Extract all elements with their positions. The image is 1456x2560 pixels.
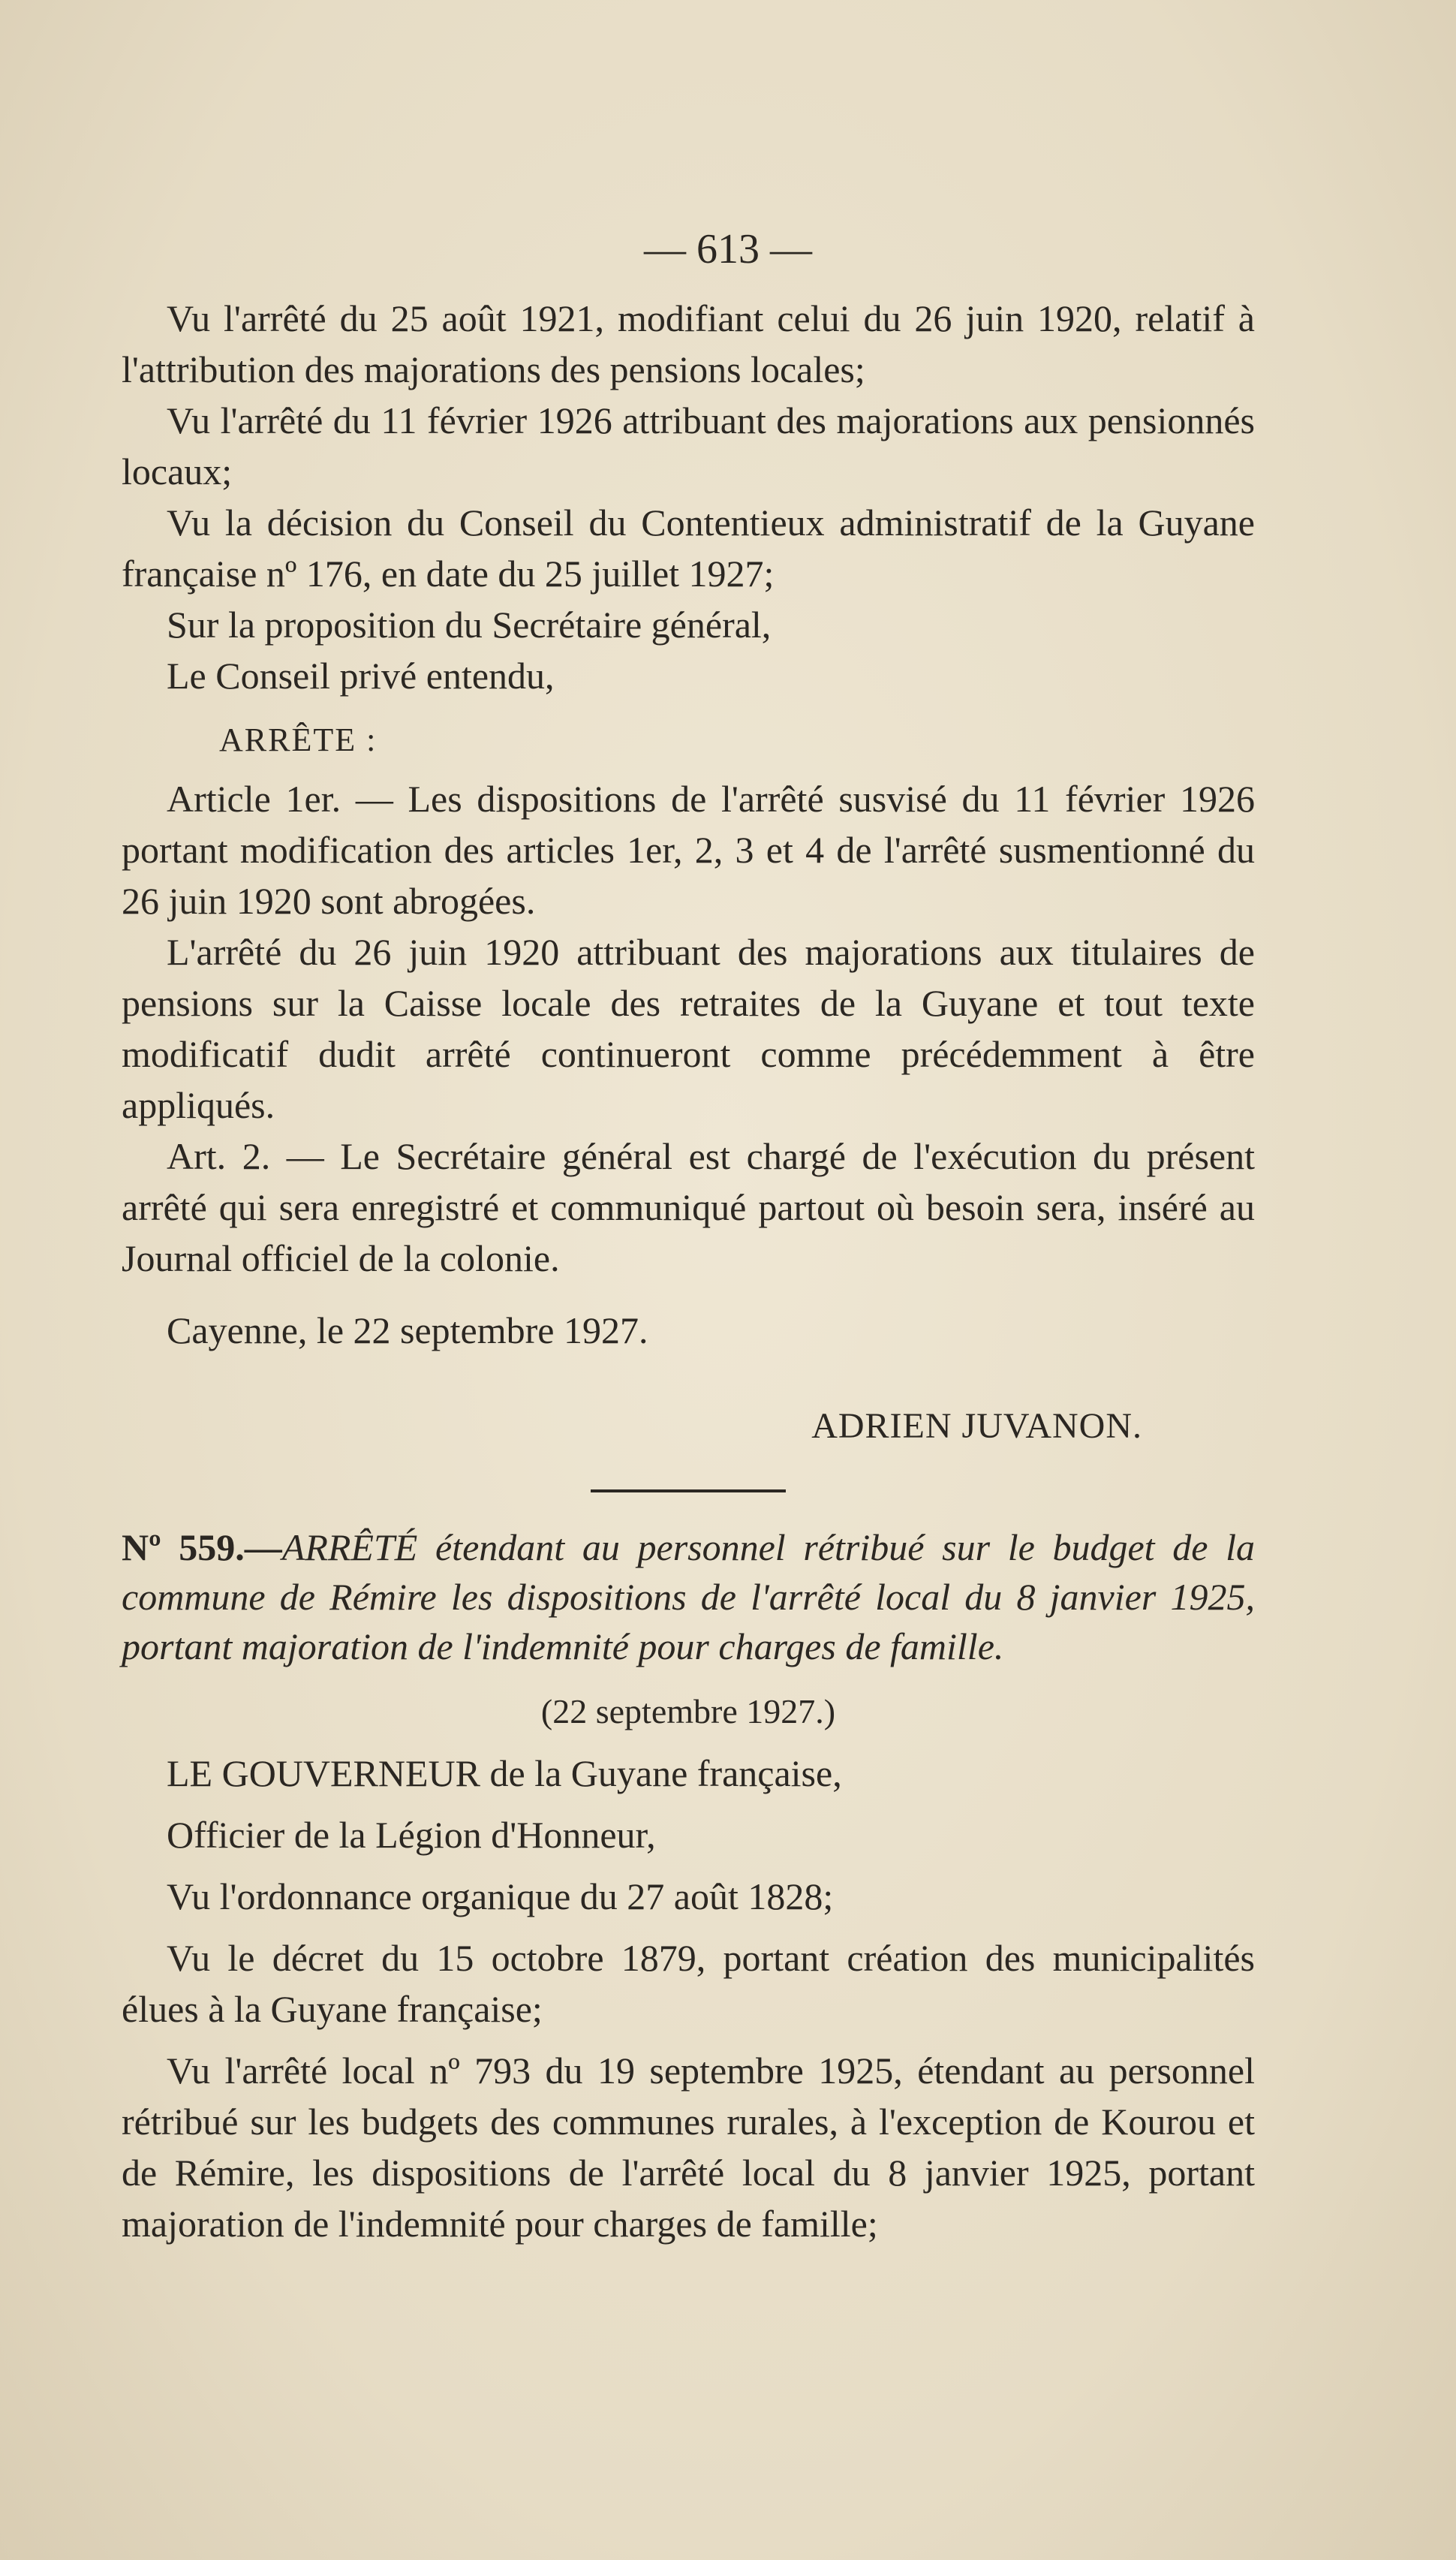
visa-paragraph: Vu l'arrêté local nº 793 du 19 septembre 1925, étendant au personnel rétribué sur les budgets des communes rurales, à l'exception de Kourou et de Rémire, les dispositions de l'arrêté local du 8 janvier 1925, portant majoration de l'indemnité pour charges de famille; xyxy=(122,2050,1255,2245)
article-paragraph: Article 1er. — Les dispositions de l'arrêté susvisé du 11 février 1926 portant modification des articles 1er, 2, 3 et 4 de l'arrêté susmentionné du 26 juin 1920 sont abrogées. xyxy=(122,778,1255,922)
arrete-heading: ARRÊTE : xyxy=(219,721,378,758)
decree-title-text: ARRÊTÉ étendant au personnel rétribué sur le budget de la commune de Rémire les dispositions de l'arrêté local du 8 janvier 1925, portant majoration de l'indemnité pour charges de famille. xyxy=(122,1526,1255,1667)
visa-paragraph: Vu l'ordonnance organique du 27 août 1828; xyxy=(167,1875,834,1917)
place-date: Cayenne, le 22 septembre 1927. xyxy=(167,1309,648,1351)
article-paragraph: L'arrêté du 26 juin 1920 attribuant des majorations aux titulaires de pensions sur la Caisse locale des retraites de la Guyane et tout texte modificatif dudit arrêté continueront comme précédemment à être appliqués. xyxy=(122,931,1255,1126)
visa-paragraph: Vu l'arrêté du 11 février 1926 attribuant des majorations aux pensionnés locaux; xyxy=(122,399,1255,492)
council-line: Le Conseil privé entendu, xyxy=(167,655,555,697)
signature: ADRIEN JUVANON. xyxy=(811,1406,1142,1446)
page-body xyxy=(122,293,1255,2249)
officer-line: Officier de la Légion d'Honneur, xyxy=(167,1814,656,1856)
decree-title xyxy=(122,1522,1255,1671)
visa-paragraph: Vu le décret du 15 octobre 1879, portant création des municipalités élues à la Guyane française; xyxy=(122,1937,1255,2030)
page-number: — 613 — xyxy=(644,226,812,273)
visa-paragraph: Vu l'arrêté du 25 août 1921, modifiant celui du 26 juin 1920, relatif à l'attribution des majorations des pensions locales; xyxy=(122,297,1255,390)
article-paragraph: Art. 2. — Le Secrétaire général est chargé de l'exécution du présent arrêté qui sera enregistré et communiqué partout où besoin sera, inséré au Journal officiel de la colonie. xyxy=(122,1135,1255,1279)
governor-line: LE GOUVERNEUR de la Guyane française, xyxy=(167,1752,842,1794)
section-divider xyxy=(591,1489,786,1492)
decree-date: (22 septembre 1927.) xyxy=(540,1692,836,1730)
visa-paragraph: Vu la décision du Conseil du Contentieux administratif de la Guyane française nº 176, en date du 25 juillet 1927; xyxy=(122,501,1255,595)
proposal-line: Sur la proposition du Secrétaire général, xyxy=(167,604,772,646)
decree-number: Nº 559.— xyxy=(122,1526,282,1568)
